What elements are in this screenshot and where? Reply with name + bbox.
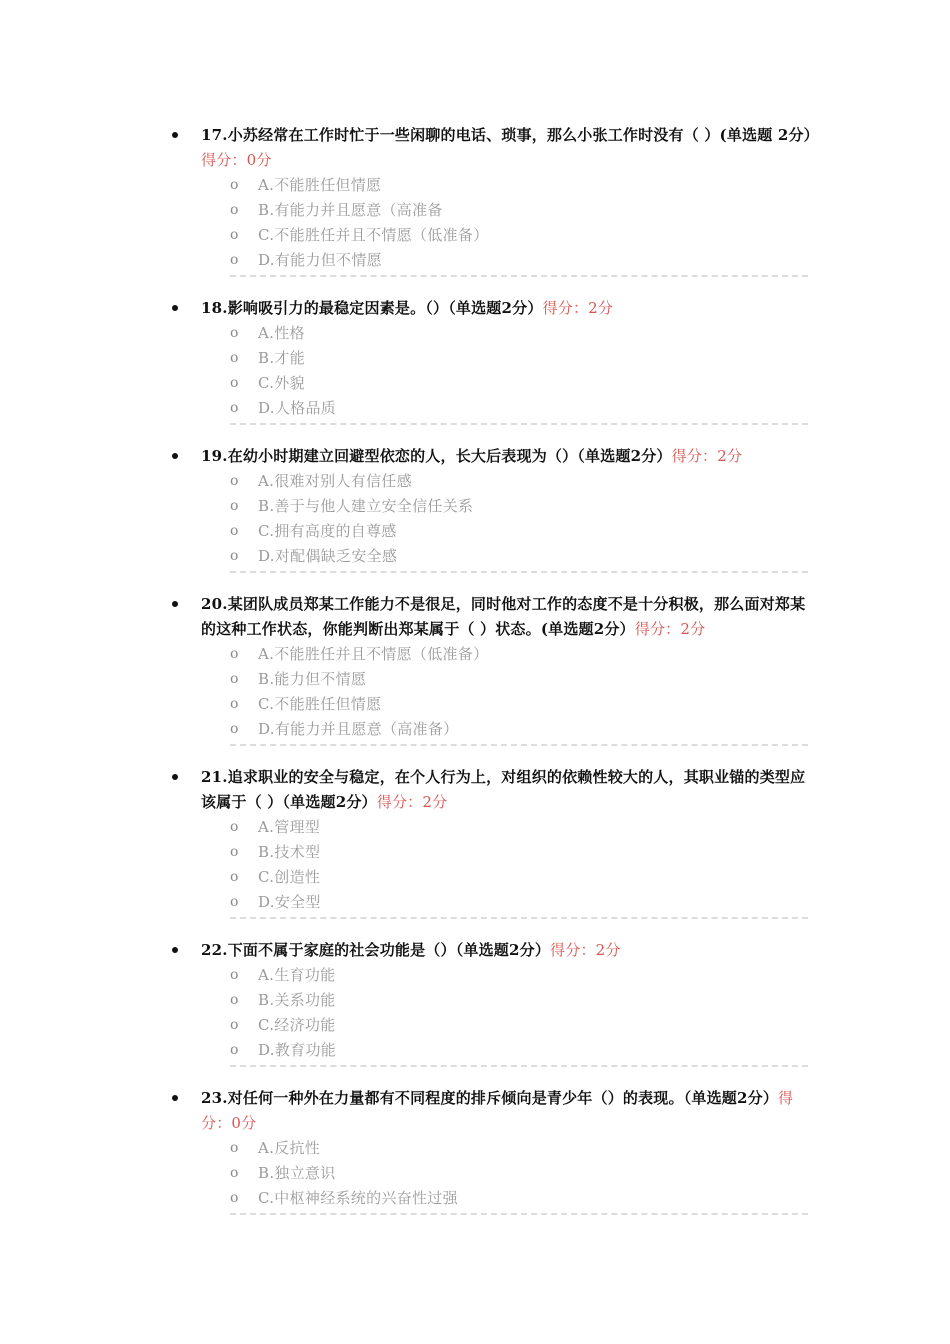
question-19	[172, 444, 812, 573]
option-text: A.生育功能	[258, 966, 336, 984]
option-item	[172, 1013, 812, 1038]
question-text: 23.对任何一种外在力量都有不同程度的排斥倾向是青少年（）的表现。（单选题2分）	[201, 1089, 779, 1107]
option-text: B.有能力并且愿意（高准备	[258, 201, 443, 219]
question-score: 得分：2分	[671, 447, 743, 465]
option-text: D.安全型	[258, 893, 321, 911]
bullet-icon	[172, 1095, 178, 1101]
circle-bullet-icon: o	[230, 227, 239, 243]
circle-bullet-icon: o	[230, 1140, 239, 1156]
option-text: B.才能	[258, 349, 305, 367]
option-text: A.很难对别人有信任感	[258, 472, 412, 490]
dashed-divider	[230, 571, 808, 573]
option-text: A.不能胜任并且不情愿（低准备）	[258, 645, 489, 663]
option-text: B.善于与他人建立安全信任关系	[258, 497, 474, 515]
option-item	[172, 544, 812, 569]
question-score: 得分：0分	[201, 151, 272, 169]
question-text: 20.某团队成员郑某工作能力不是很足，同时他对工作的态度不是十分积极，那么面对郑某的这种工作状态，你能判断出郑某属于（ ）状态。(单选题2分）	[201, 595, 806, 638]
dashed-divider	[230, 744, 808, 746]
question-17	[172, 123, 819, 277]
circle-bullet-icon: o	[230, 202, 239, 218]
circle-bullet-icon: o	[230, 721, 239, 737]
circle-bullet-icon: o	[230, 548, 239, 564]
question-score: 得分：2分	[634, 620, 706, 638]
circle-bullet-icon: o	[230, 1042, 239, 1058]
circle-bullet-icon: o	[230, 894, 239, 910]
bullet-icon	[172, 947, 178, 953]
circle-bullet-icon: o	[230, 1190, 239, 1206]
question-23	[172, 1086, 812, 1215]
option-text: A.不能胜任但情愿	[258, 176, 382, 194]
dashed-divider	[230, 275, 808, 277]
option-item	[172, 963, 812, 988]
question-18	[172, 296, 812, 425]
circle-bullet-icon: o	[230, 400, 239, 416]
option-text: C.外貌	[258, 374, 305, 392]
circle-bullet-icon: o	[230, 177, 239, 193]
question-text: 19.在幼小时期建立回避型依恋的人，长大后表现为（）（单选题2分）	[201, 447, 672, 465]
option-item	[172, 198, 812, 223]
option-item	[172, 1186, 812, 1211]
option-list	[172, 173, 812, 273]
option-item	[172, 519, 812, 544]
option-item	[172, 173, 812, 198]
bullet-icon	[172, 601, 178, 607]
option-list	[172, 1136, 812, 1211]
circle-bullet-icon: o	[230, 473, 239, 489]
option-text: B.关系功能	[258, 991, 336, 1009]
dashed-divider	[230, 1065, 808, 1067]
circle-bullet-icon: o	[230, 1165, 239, 1181]
option-text: C.经济功能	[258, 1016, 336, 1034]
question-stem	[172, 765, 812, 815]
circle-bullet-icon: o	[230, 819, 239, 835]
option-item	[172, 667, 812, 692]
option-text: C.拥有高度的自尊感	[258, 522, 397, 540]
question-score: 得分：2分	[542, 299, 614, 317]
option-text: D.有能力但不情愿	[258, 251, 382, 269]
question-21	[172, 765, 812, 919]
option-item	[172, 1161, 812, 1186]
option-text: A.反抗性	[258, 1139, 321, 1157]
option-text: D.人格品质	[258, 399, 337, 417]
option-item	[172, 396, 812, 421]
option-item	[172, 692, 812, 717]
option-item	[172, 717, 812, 742]
circle-bullet-icon: o	[230, 325, 239, 341]
option-item	[172, 371, 812, 396]
option-item	[172, 642, 812, 667]
option-list	[172, 642, 812, 742]
question-text: 18.影响吸引力的最稳定因素是。（）（单选题2分）	[201, 299, 543, 317]
question-stem	[172, 1086, 812, 1136]
option-text: D.教育功能	[258, 1041, 337, 1059]
option-text: C.不能胜任但情愿	[258, 695, 382, 713]
option-list	[172, 815, 812, 915]
question-stem	[172, 444, 812, 469]
question-22	[172, 938, 812, 1067]
question-stem	[172, 123, 819, 173]
circle-bullet-icon: o	[230, 992, 239, 1008]
bullet-icon	[172, 774, 178, 780]
circle-bullet-icon: o	[230, 1017, 239, 1033]
option-item	[172, 815, 812, 840]
option-text: C.不能胜任并且不情愿（低准备）	[258, 226, 489, 244]
option-item	[172, 1136, 812, 1161]
option-list	[172, 321, 812, 421]
option-item	[172, 248, 812, 273]
circle-bullet-icon: o	[230, 844, 239, 860]
option-text: C.中枢神经系统的兴奋性过强	[258, 1189, 458, 1207]
circle-bullet-icon: o	[230, 869, 239, 885]
question-stem	[172, 592, 812, 642]
question-stem	[172, 296, 812, 321]
circle-bullet-icon: o	[230, 350, 239, 366]
circle-bullet-icon: o	[230, 523, 239, 539]
dashed-divider	[230, 917, 808, 919]
option-text: B.能力但不情愿	[258, 670, 367, 688]
option-item	[172, 865, 812, 890]
bullet-icon	[172, 453, 178, 459]
question-score: 得分：2分	[376, 793, 448, 811]
circle-bullet-icon: o	[230, 967, 239, 983]
option-item	[172, 321, 812, 346]
option-text: D.有能力并且愿意（高准备）	[258, 720, 459, 738]
option-text: A.性格	[258, 324, 305, 342]
option-item	[172, 346, 812, 371]
option-list	[172, 469, 812, 569]
bullet-icon	[172, 305, 178, 311]
option-text: A.管理型	[258, 818, 321, 836]
option-item	[172, 223, 812, 248]
circle-bullet-icon: o	[230, 375, 239, 391]
circle-bullet-icon: o	[230, 252, 239, 268]
circle-bullet-icon: o	[230, 498, 239, 514]
circle-bullet-icon: o	[230, 671, 239, 687]
dashed-divider	[230, 1213, 808, 1215]
circle-bullet-icon: o	[230, 696, 239, 712]
question-score: 得分：2分	[550, 941, 621, 959]
option-item	[172, 988, 812, 1013]
option-item	[172, 840, 812, 865]
circle-bullet-icon: o	[230, 646, 239, 662]
option-item	[172, 1038, 812, 1063]
option-text: B.技术型	[258, 843, 321, 861]
option-text: D.对配偶缺乏安全感	[258, 547, 398, 565]
option-text: B.独立意识	[258, 1164, 336, 1182]
option-text: C.创造性	[258, 868, 321, 886]
option-item	[172, 494, 812, 519]
option-list	[172, 963, 812, 1063]
question-stem	[172, 938, 812, 963]
question-20	[172, 592, 812, 746]
question-text: 22.下面不属于家庭的社会功能是（）（单选题2分）	[201, 941, 551, 959]
dashed-divider	[230, 423, 808, 425]
question-text: 17.小苏经常在工作时忙于一些闲聊的电话、琐事，那么小张工作时没有（ ）(单选题 2分）	[201, 126, 819, 144]
option-item	[172, 469, 812, 494]
question-score: 得分：0分	[201, 1089, 794, 1132]
bullet-icon	[172, 132, 178, 138]
option-item	[172, 890, 812, 915]
question-text: 21.追求职业的安全与稳定，在个人行为上，对组织的依赖性较大的人，其职业锚的类型应该属于（ ）（单选题2分）	[201, 768, 806, 811]
